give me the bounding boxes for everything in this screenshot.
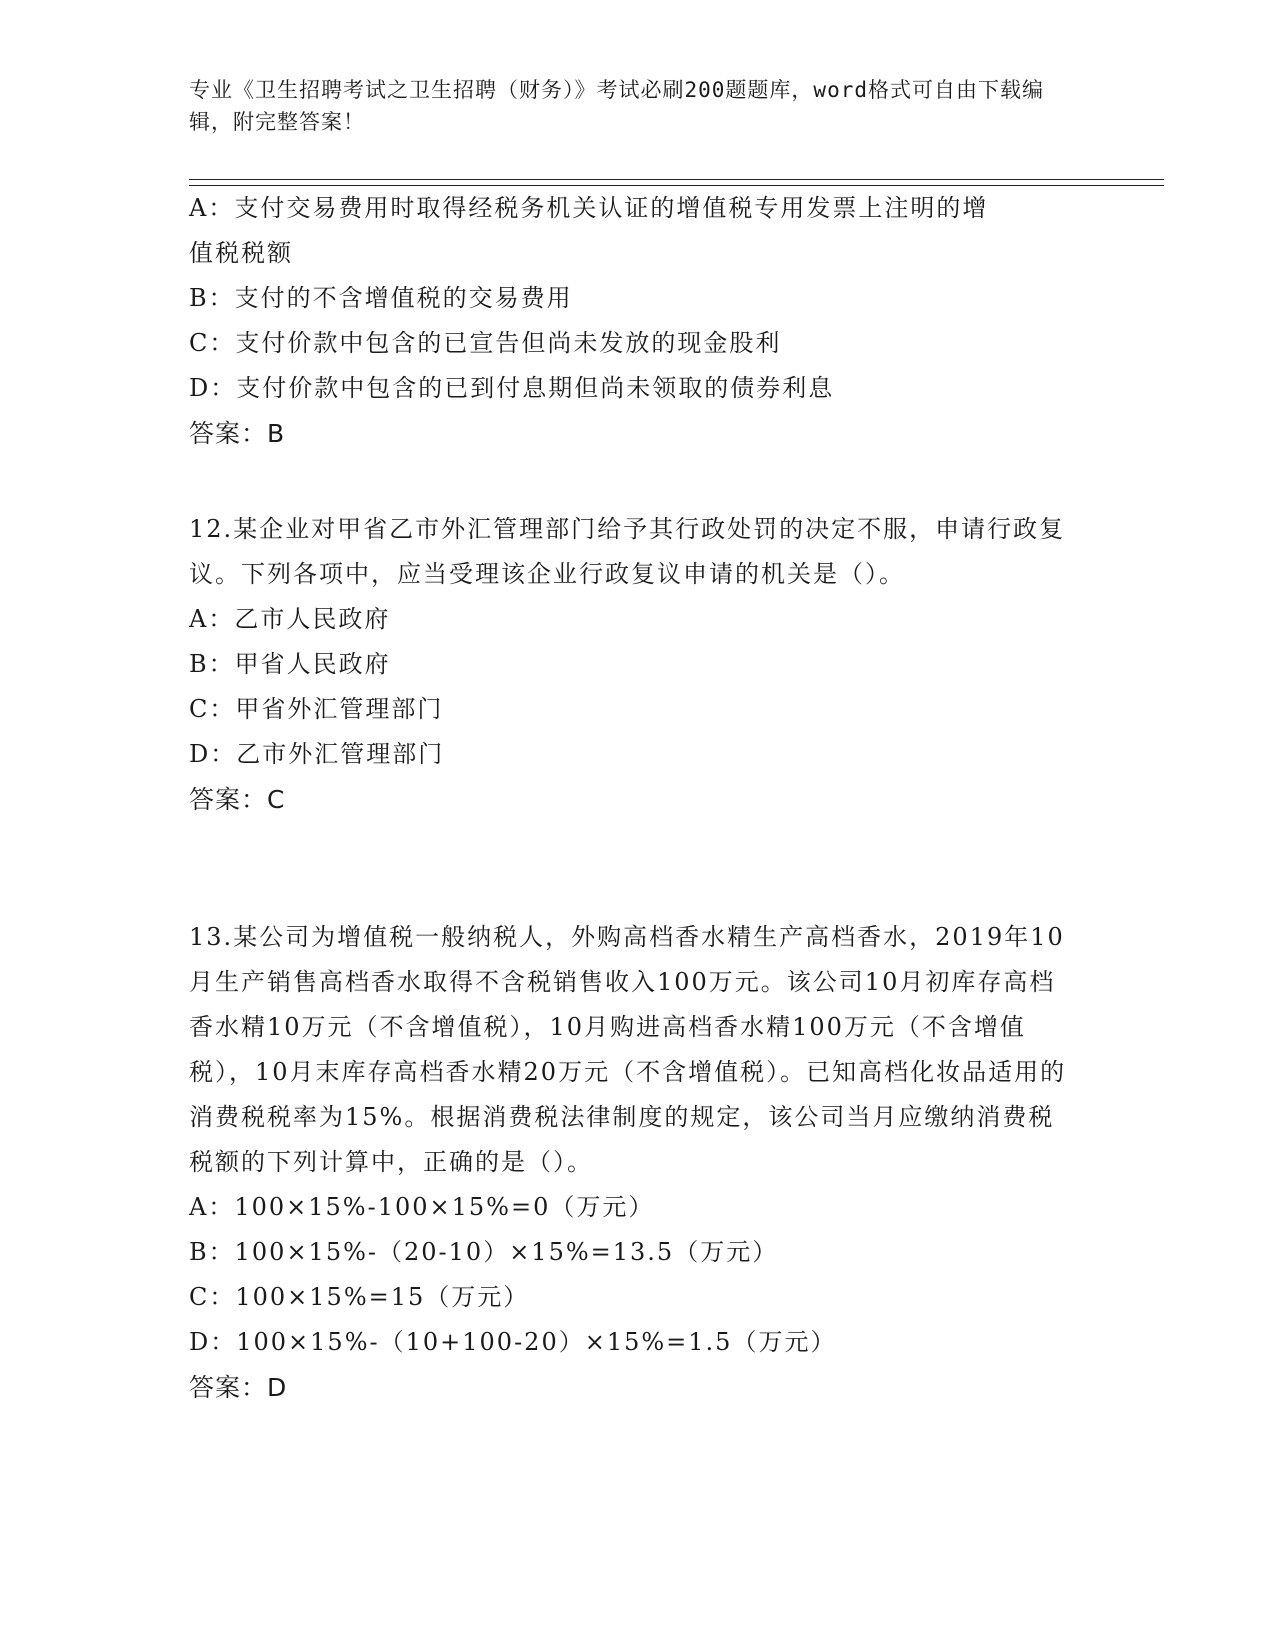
option-a-line-2: 值税税额	[189, 239, 293, 267]
option-a-line-1: A：支付交易费用时取得经税务机关认证的增值税专用发票上注明的增	[189, 194, 989, 222]
option-c: C：100×15%=15（万元）	[189, 1283, 530, 1311]
option-a: A：100×15%-100×15%=0（万元）	[189, 1193, 655, 1221]
document-header: 专业《卫生招聘考试之卫生招聘（财务）》考试必刷200题题库，word格式可自由下载编辑，附完整答案！	[189, 78, 1044, 134]
question-12	[189, 507, 1079, 822]
question-11-options	[189, 186, 1079, 456]
option-c: C：支付价款中包含的已宣告但尚未发放的现金股利	[189, 329, 782, 357]
option-d: D：乙市外汇管理部门	[189, 740, 445, 768]
option-b: B：支付的不含增值税的交易费用	[189, 284, 573, 312]
answer: 答案：D	[189, 1373, 288, 1402]
option-b: B：甲省人民政府	[189, 650, 391, 678]
question-13	[189, 915, 1079, 1410]
question-stem: 12.某企业对甲省乙市外汇管理部门给予其行政处罚的决定不服，申请行政复议。下列各项中，应当受理该企业行政复议申请的机关是（）。	[189, 515, 1066, 588]
option-b: B：100×15%-（20-10）×15%=13.5（万元）	[189, 1238, 779, 1266]
option-c: C：甲省外汇管理部门	[189, 695, 444, 723]
option-d: D：100×15%-（10+100-20）×15%=1.5（万元）	[189, 1328, 837, 1356]
answer: 答案：C	[189, 785, 286, 814]
option-a: A：乙市人民政府	[189, 605, 391, 633]
question-stem: 13.某公司为增值税一般纳税人，外购高档香水精生产高档香水，2019年10月生产销售高档香水取得不含税销售收入100万元。该公司10月初库存高档香水精10万元（不含增值税），10月购进高档香水精100万元（不含增值税），10月末库存高档香水精20万元（不含增值税）。已知高档化妆品适用的消费税税率为15%。根据消费税法律制度的规定，该公司当月应缴纳消费税税额的下列计算中，正确的是（）。	[189, 923, 1067, 1176]
option-d: D：支付价款中包含的已到付息期但尚未领取的债券利息	[189, 374, 835, 402]
header-divider-top	[189, 179, 1164, 180]
answer: 答案：B	[189, 419, 286, 448]
